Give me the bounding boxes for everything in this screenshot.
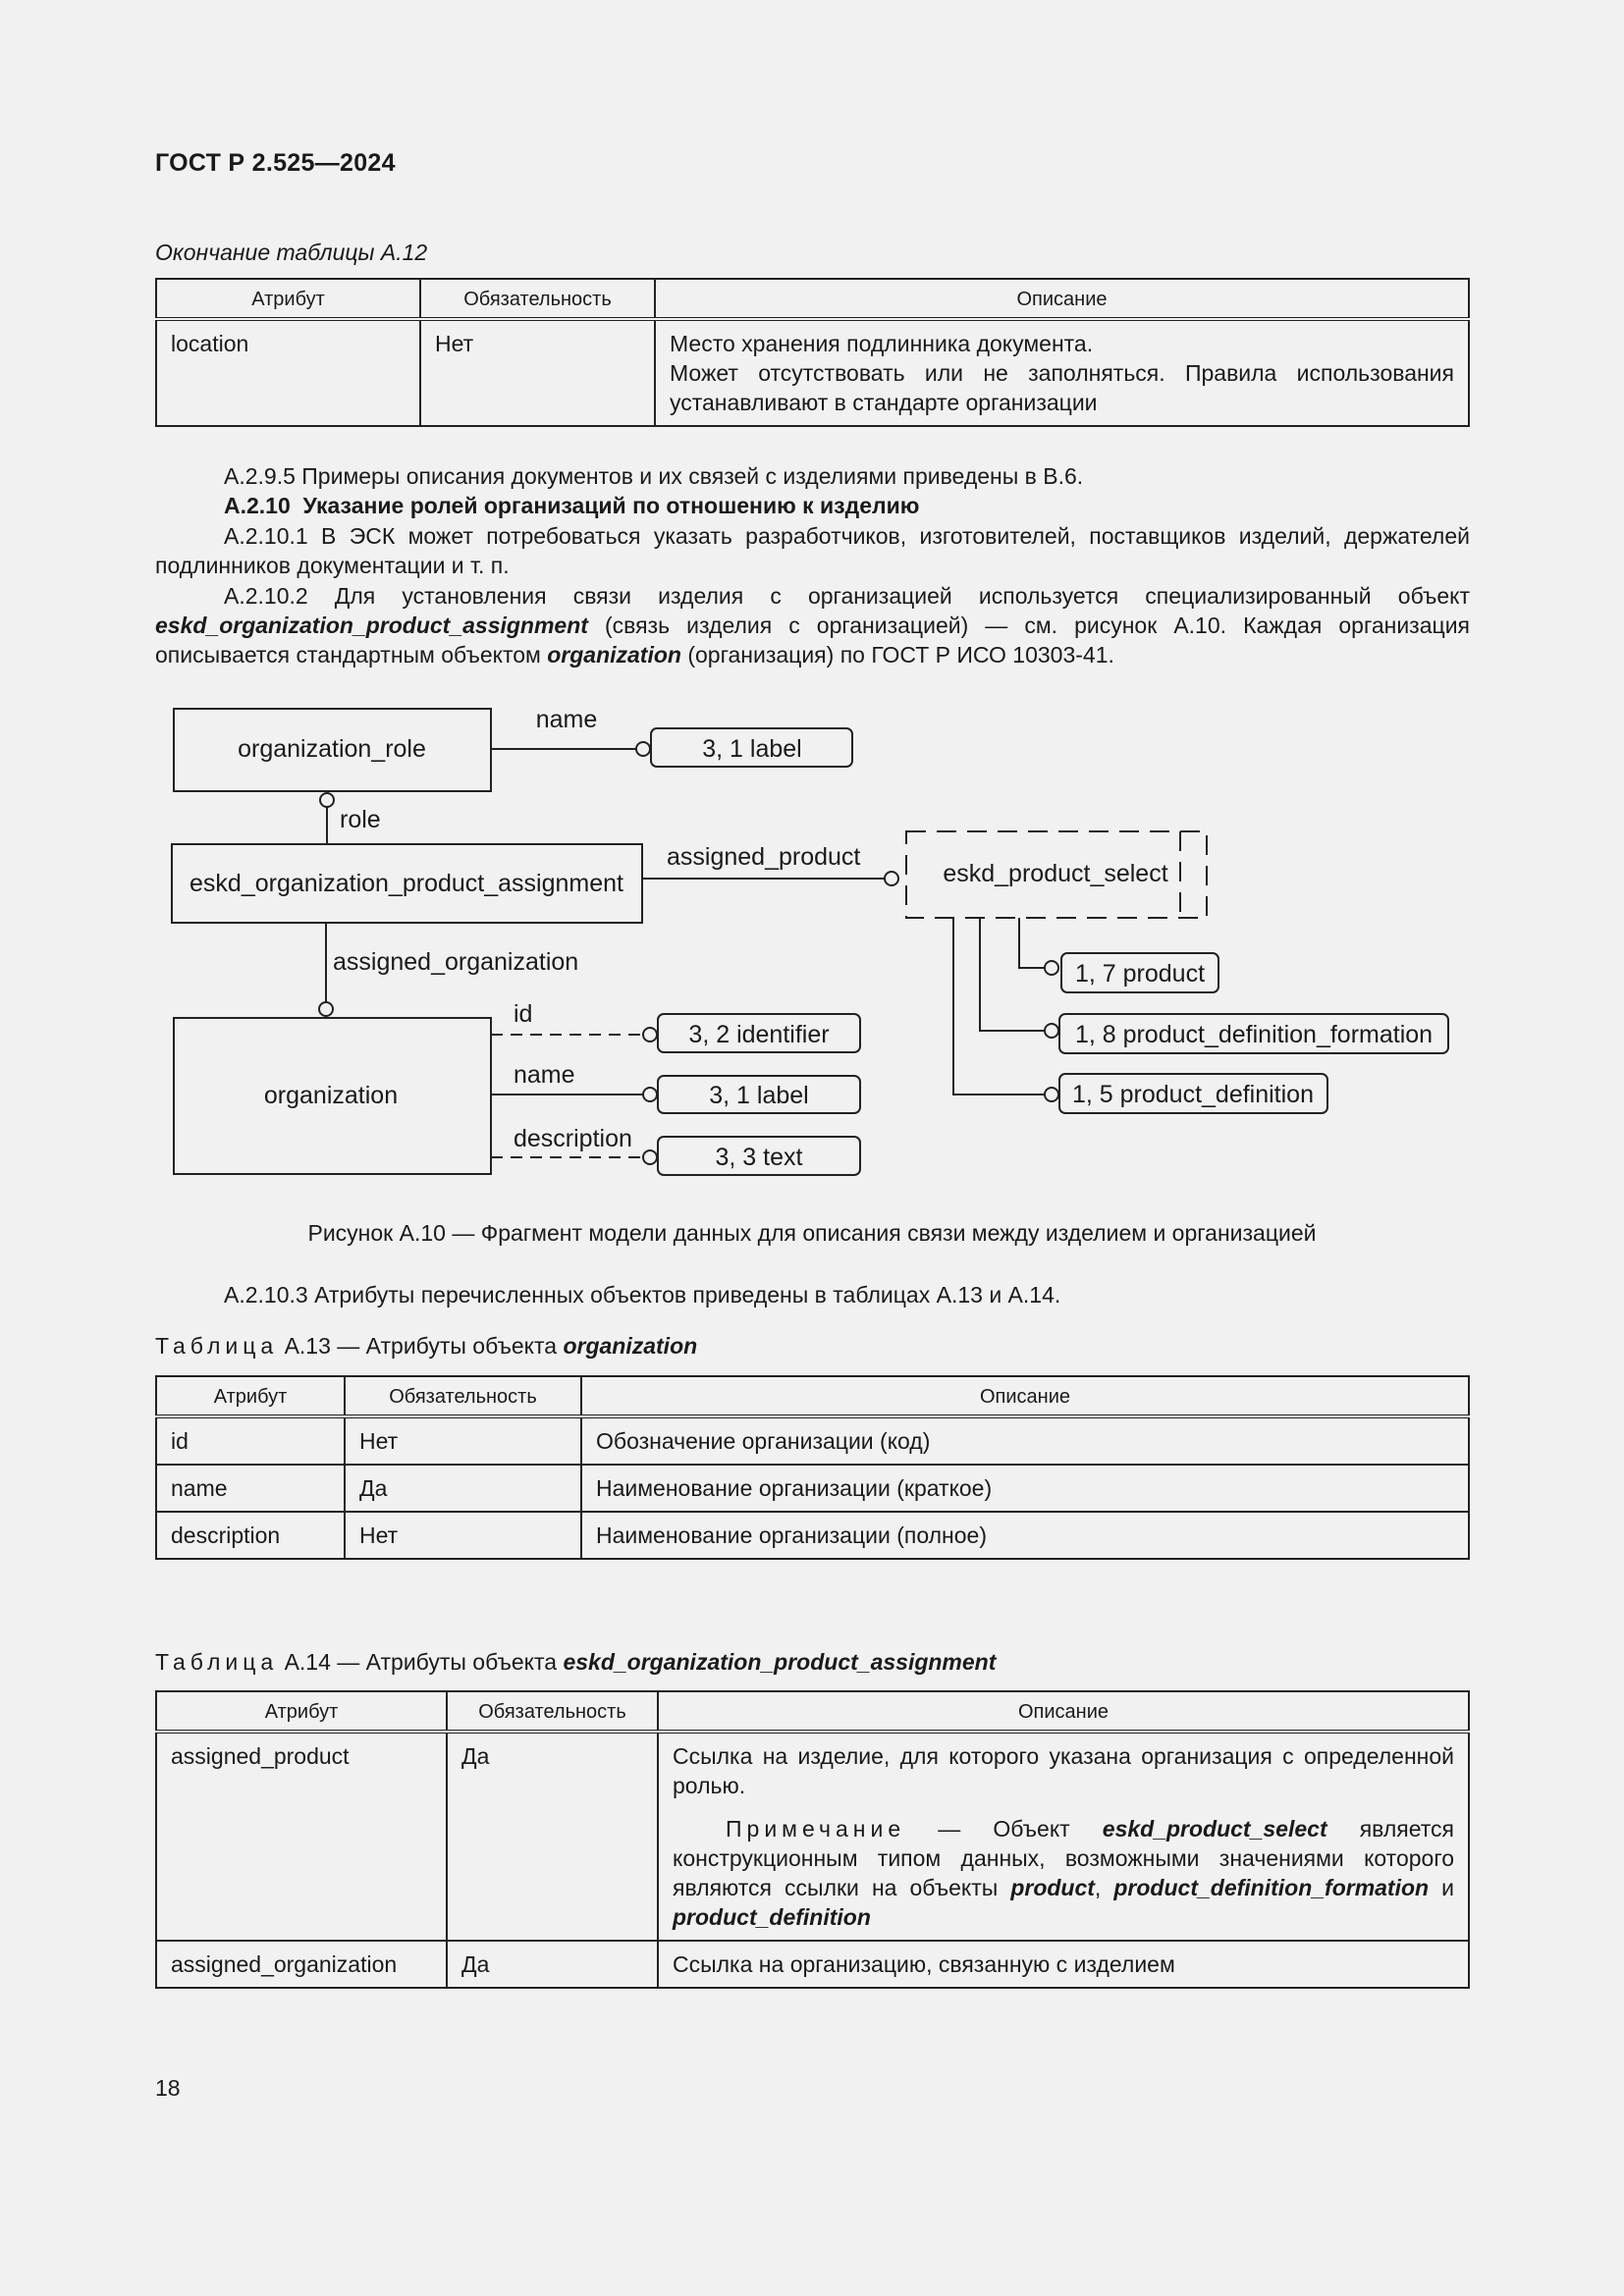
description-line: Место хранения подлинника документа.	[670, 331, 1094, 356]
attribute-cell: assigned_organization	[156, 1941, 447, 1988]
required-cell: Да	[447, 1941, 658, 1988]
object-name: eskd_organization_product_assignment	[155, 613, 588, 638]
relation-label: name	[535, 706, 598, 733]
heading-title: Указание ролей организаций по отношению к изделию	[302, 493, 920, 518]
description-cell: Наименование организации (краткое)	[581, 1465, 1469, 1512]
description-cell	[658, 1732, 1469, 1941]
ref-label: 3, 2 identifier	[688, 1021, 830, 1048]
heading-number: А.2.10	[224, 493, 291, 518]
table-row	[156, 1512, 1469, 1559]
table-a13-title: Таблица А.13 — Атрибуты объекта organization	[155, 1333, 698, 1359]
paragraph-a2102: А.2.10.2 Для установления связи изделия с организацией используется специализированный объект eskd_organization_product_assignment (связь изделия с организацией) — см. рисунок А.10. Каждая организация описывается стандартным объектом organization (организация) по ГОСТ Р ИСО 10303-41.	[155, 583, 1470, 667]
attribute-cell: assigned_product	[156, 1732, 447, 1941]
column-header: Атрибут	[156, 279, 420, 319]
description-cell: Ссылка на организацию, связанную с изделием	[658, 1941, 1469, 1988]
column-header: Обязательность	[420, 279, 655, 319]
table-a12-caption: Окончание таблицы А.12	[155, 240, 428, 265]
column-header: Обязательность	[447, 1691, 658, 1732]
relation-label: description	[514, 1125, 632, 1152]
table-a14	[155, 1690, 1470, 1989]
column-header: Атрибут	[156, 1376, 345, 1416]
note-label: Примечание	[726, 1816, 906, 1842]
column-header: Описание	[655, 279, 1469, 319]
column-header: Обязательность	[345, 1376, 581, 1416]
description-cell: Наименование организации (полное)	[581, 1512, 1469, 1559]
ref-label: 1, 8 product_definition_formation	[1074, 1021, 1434, 1048]
required-cell: Нет	[345, 1512, 581, 1559]
attribute-cell: name	[156, 1465, 345, 1512]
relation-label: assigned_organization	[333, 948, 579, 976]
column-header: Описание	[581, 1376, 1469, 1416]
ref-label: 3, 3 text	[715, 1144, 803, 1171]
paragraph-a2103: А.2.10.3 Атрибуты перечисленных объектов приведены в таблицах А.13 и А.14.	[224, 1282, 1061, 1308]
relation-label: id	[514, 1000, 533, 1028]
ref-label: 1, 7 product	[1074, 960, 1206, 988]
paragraph-a295: А.2.9.5 Примеры описания документов и их связей с изделиями приведены в В.6.	[224, 463, 1084, 489]
attribute-cell: id	[156, 1416, 345, 1465]
table-label: Таблица	[155, 1649, 279, 1675]
object-name: organization	[547, 642, 681, 667]
required-cell: Нет	[345, 1416, 581, 1465]
ref-label: 1, 5 product_definition	[1071, 1081, 1315, 1108]
column-header: Описание	[658, 1691, 1469, 1732]
note-text: Примечание — Объект eskd_product_select является конструкционным типом данных, возможными значениями которого являются ссылки на объекты product, product_definition_formation и product_definition	[673, 1816, 1454, 1930]
table-row	[156, 1416, 1469, 1465]
page-number: 18	[155, 2075, 181, 2101]
paragraph-a2101: А.2.10.1 В ЭСК может потребоваться указать разработчиков, изготовителей, поставщиков изделий, держателей подлинников документации и т. п.	[155, 523, 1470, 578]
table-a13	[155, 1375, 1470, 1560]
required-cell: Нет	[420, 319, 655, 426]
entity-label: eskd_organization_product_assignment	[189, 870, 623, 897]
table-a14-title: Таблица А.14 — Атрибуты объекта eskd_organization_product_assignment	[155, 1649, 997, 1675]
object-name: eskd_organization_product_assignment	[563, 1649, 997, 1675]
relation-label: name	[514, 1061, 575, 1089]
ref-label: 3, 1 label	[702, 735, 802, 763]
object-name: organization	[563, 1333, 698, 1359]
figure-caption: Рисунок А.10 — Фрагмент модели данных для описания связи между изделием и организацией	[307, 1220, 1317, 1246]
description-cell: Обозначение организации (код)	[581, 1416, 1469, 1465]
entity-label: organization	[263, 1082, 399, 1109]
entity-label: organization_role	[238, 735, 426, 763]
ref-label: 3, 1 label	[709, 1082, 809, 1109]
table-label: Таблица	[155, 1333, 279, 1359]
table-row	[156, 1732, 1469, 1941]
attribute-cell: description	[156, 1512, 345, 1559]
relation-label: role	[340, 806, 381, 833]
table-row	[156, 1941, 1469, 1988]
document-header: ГОСТ Р 2.525—2024	[155, 149, 396, 177]
table-row	[156, 1465, 1469, 1512]
entity-label: eskd_product_select	[943, 860, 1168, 887]
description-text: Ссылка на изделие, для которого указана организация с определенной ролью.	[673, 1743, 1454, 1798]
relation-label: assigned_product	[667, 843, 861, 871]
required-cell: Да	[447, 1732, 658, 1941]
required-cell: Да	[345, 1465, 581, 1512]
attribute-cell: location	[156, 319, 420, 426]
column-header: Атрибут	[156, 1691, 447, 1732]
description-line: Может отсутствовать или не заполняться. Правила использования устанавливают в стандарте организации	[670, 360, 1454, 415]
